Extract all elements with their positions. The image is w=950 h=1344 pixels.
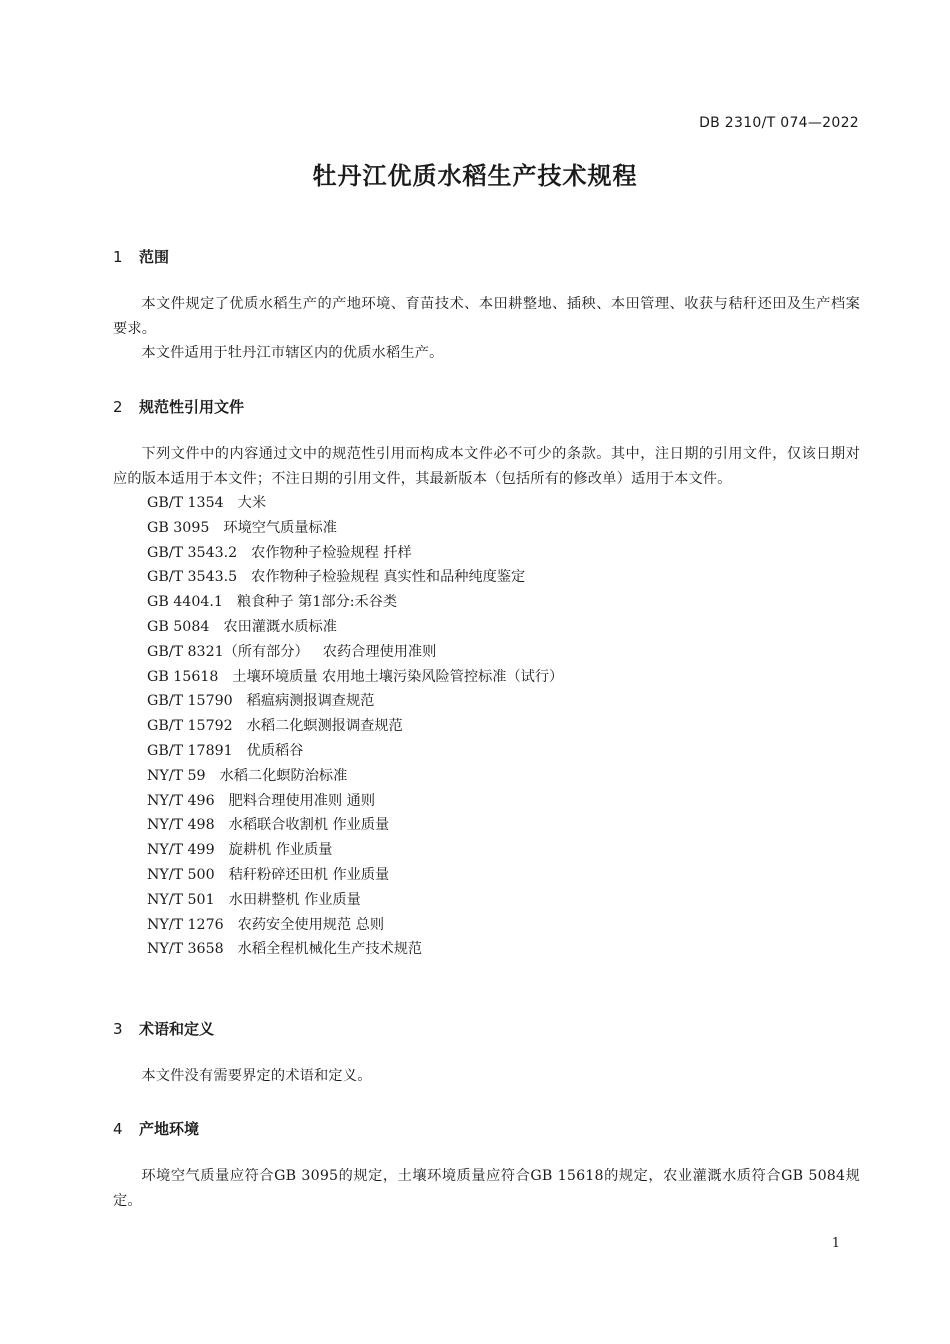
section-heading [113, 246, 860, 268]
section-number: 3 [113, 1020, 123, 1038]
reference-name: 秸秆粉碎还田机 作业质量 [228, 866, 390, 883]
reference-code: GB 4404.1 [147, 594, 223, 611]
reference-item [113, 813, 860, 838]
reference-name: 水稻全程机械化生产技术规范 [237, 941, 423, 958]
reference-name: 环境空气质量标准 [223, 519, 337, 536]
paragraph: 本文件适用于牡丹江市辖区内的优质水稻生产。 [141, 345, 444, 361]
reference-code: GB 15618 [147, 668, 219, 685]
paragraph: 本文件规定了优质水稻生产的产地环境、育苗技术、本田耕整地、插秧、本田管理、收获与秸秆还田及生产档案要求。 [113, 296, 860, 337]
reference-item [113, 714, 860, 739]
reference-name: 农药合理使用准则 [322, 643, 437, 660]
reference-item [113, 516, 860, 541]
reference-code: GB/T 15792 [147, 718, 233, 735]
reference-code: GB/T 1354 [147, 495, 224, 511]
reference-item [113, 565, 860, 590]
section-heading [113, 1018, 860, 1040]
reference-code: GB/T 3543.5 [147, 569, 238, 586]
reference-code: NY/T 496 [147, 792, 215, 809]
reference-name: 农田灌溉水质标准 [223, 618, 337, 635]
reference-name: 优质稻谷 [246, 742, 304, 759]
reference-code: GB 3095 [147, 519, 210, 536]
reference-name: 旋耕机 作业质量 [228, 842, 333, 859]
reference-name: 水田耕整机 作业质量 [228, 891, 361, 908]
reference-code: GB/T 8321（所有部分） [147, 643, 309, 660]
paragraph: 环境空气质量应符合GB 3095的规定，土壤环境质量应符合GB 15618的规定，农业灌溉水质符合GB 5084规定。 [113, 1168, 860, 1209]
reference-item [113, 689, 860, 714]
reference-name: 粮食种子 第1部分:禾谷类 [236, 594, 398, 611]
reference-name: 肥料合理使用准则 通则 [228, 792, 376, 809]
section-terms-and-definitions [113, 1018, 860, 1089]
reference-name: 水稻联合收割机 作业质量 [228, 817, 390, 834]
reference-item [113, 937, 860, 962]
reference-item [113, 615, 860, 640]
reference-item [113, 913, 860, 938]
reference-code: NY/T 1276 [147, 916, 224, 933]
paragraph: 下列文件中的内容通过文中的规范性引用而构成本文件必不可少的条款。其中，注日期的引用文件，仅该日期对应的版本适用于本文件；不注日期的引用文件，其最新版本（包括所有的修改单）适用于本文件。 [113, 446, 860, 487]
reference-code: NY/T 500 [147, 866, 215, 883]
reference-code: GB/T 15790 [147, 693, 233, 710]
reference-list [113, 491, 860, 962]
section-normative-references [113, 396, 860, 962]
section-title: 规范性引用文件 [139, 398, 245, 416]
reference-item [113, 838, 860, 863]
reference-item [113, 491, 860, 516]
section-number: 2 [113, 398, 123, 416]
reference-name: 土壤环境质量 农用地土壤污染风险管控标准（试行） [232, 668, 564, 685]
reference-item [113, 863, 860, 888]
section-scope [113, 246, 860, 366]
reference-code: NY/T 499 [147, 842, 215, 859]
reference-name: 农作物种子检验规程 扦样 [251, 544, 412, 561]
section-title: 产地环境 [139, 1120, 200, 1138]
reference-item [113, 541, 860, 566]
reference-code: GB/T 3543.2 [147, 544, 238, 561]
reference-item [113, 640, 860, 665]
section-number: 4 [113, 1120, 123, 1138]
reference-code: NY/T 498 [147, 817, 215, 834]
reference-item [113, 789, 860, 814]
section-heading [113, 396, 860, 418]
paragraph: 本文件没有需要界定的术语和定义。 [141, 1068, 372, 1084]
section-production-environment [113, 1118, 860, 1213]
reference-item [113, 665, 860, 690]
document-title: 牡丹江优质水稻生产技术规程 [312, 162, 638, 190]
section-title: 术语和定义 [139, 1020, 215, 1038]
reference-code: NY/T 501 [147, 891, 215, 908]
reference-name: 水稻二化螟防治标准 [219, 767, 348, 784]
reference-name: 农药安全使用规范 总则 [237, 916, 385, 933]
section-heading [113, 1118, 860, 1140]
reference-item [113, 764, 860, 789]
reference-code: NY/T 59 [147, 767, 206, 784]
reference-name: 农作物种子检验规程 真实性和品种纯度鉴定 [251, 569, 526, 586]
reference-code: GB/T 17891 [147, 742, 233, 759]
reference-item [113, 888, 860, 913]
reference-code: NY/T 3658 [147, 941, 224, 958]
document-code: DB 2310/T 074—2022 [699, 115, 859, 131]
section-number: 1 [113, 248, 123, 266]
reference-item [113, 590, 860, 615]
reference-name: 大米 [237, 495, 267, 511]
reference-name: 稻瘟病测报调查规范 [246, 693, 375, 710]
reference-code: GB 5084 [147, 618, 210, 635]
page-number: 1 [831, 1236, 840, 1251]
reference-item [113, 739, 860, 764]
reference-name: 水稻二化螟测报调查规范 [246, 718, 403, 735]
section-title: 范围 [139, 248, 170, 266]
